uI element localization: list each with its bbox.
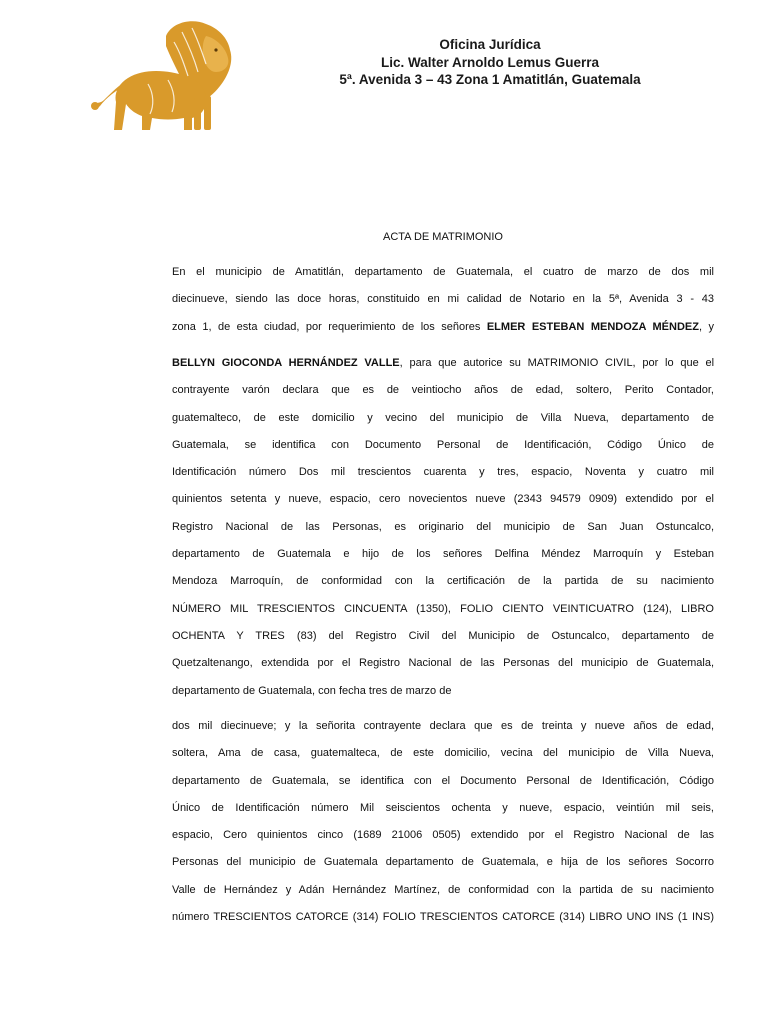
- text-line: BELLYN GIOCONDA HERNÁNDEZ VALLE, para que autorice su MATRIMONIO CIVIL, por lo que el: [172, 357, 715, 369]
- letterhead: [240, 36, 740, 89]
- text-line: Quetzaltenango, extendida por el Registro Nacional de las Personas del municipio de Guatemala,: [172, 657, 714, 670]
- text-line: Registro Nacional de las Personas, es originario del municipio de San Juan Ostuncalco,: [172, 520, 714, 533]
- lawyer-name: Lic. Walter Arnoldo Lemus Guerra: [380, 54, 600, 70]
- office-address: 5ª. Avenida 3 – 43 Zona 1 Amatitlán, Guatemala: [339, 72, 641, 87]
- lion-icon: [88, 18, 240, 136]
- text-line: número TRESCIENTOS CATORCE (314) FOLIO TRESCIENTOS CATORCE (314) LIBRO UNO INS (1 INS): [172, 911, 714, 924]
- text-line: OCHENTA Y TRES (83) del Registro Civil del Municipio de Ostuncalco, departamento de: [172, 629, 714, 642]
- paragraph-1: [172, 264, 714, 346]
- bride-name: BELLYN GIOCONDA HERNÁNDEZ VALLE: [172, 357, 400, 369]
- text-line: Personas del municipio de Guatemala departamento de Guatemala, e hija de los señores Socorro: [172, 856, 714, 869]
- text-line: En el municipio de Amatitlán, departamento de Guatemala, el cuatro de marzo de dos mil: [172, 266, 714, 278]
- text-line: Guatemala, se identifica con Documento Personal de Identificación, Código Único de: [172, 438, 714, 451]
- text-line: quinientos setenta y nueve, espacio, cero novecientos nueve (2343 94579 0909) extendido por el: [172, 493, 714, 506]
- text-line: departamento de Guatemala e hijo de los señores Delfina Méndez Marroquín y Esteban: [172, 548, 714, 561]
- text-line: zona 1, de esta ciudad, por requerimiento de los señores ELMER ESTEBAN MENDOZA MÉNDEZ, y: [172, 320, 714, 333]
- paragraph-3: [172, 718, 714, 936]
- text-line: guatemalteco, de este domicilio y vecino del municipio de Villa Nueva, departamento de: [172, 411, 714, 424]
- text-line: departamento de Guatemala, con fecha tres de marzo de: [172, 684, 452, 697]
- text-line: dos mil diecinueve; y la señorita contrayente declara que es de treinta y nueve años de edad,: [172, 720, 714, 732]
- text-line: Mendoza Marroquín, de conformidad con la certificación de la partida de su nacimiento: [172, 575, 714, 588]
- text-line: Valle de Hernández y Adán Hernández Martínez, de conformidad con la partida de su nacimiento: [172, 883, 714, 896]
- text-line: Identificación número Dos mil trescientos cuarenta y tres, espacio, Noventa y cuatro mil: [172, 466, 714, 479]
- text-line: NÚMERO MIL TRESCIENTOS CINCUENTA (1350), FOLIO CIENTO VEINTICUATRO (124), LIBRO: [172, 602, 714, 615]
- text-line: Único de Identificación número Mil seiscientos ochenta y nueve, espacio, veintiún mil seis,: [172, 801, 714, 814]
- text-line: contrayente varón declara que es de veintiocho años de edad, soltero, Perito Contador,: [172, 384, 714, 397]
- text-line: espacio, Cero quinientos cinco (1689 21006 0505) extendido por el Registro Nacional de las: [172, 829, 714, 842]
- groom-name: ELMER ESTEBAN MENDOZA MÉNDEZ: [486, 320, 699, 333]
- text-line: soltera, Ama de casa, guatemalteca, de este domicilio, vecina del municipio de Villa Nueva,: [172, 747, 714, 760]
- document-title: ACTA DE MATRIMONIO: [383, 231, 503, 243]
- text-line: diecinueve, siendo las doce horas, constituido en mi calidad de Notario en la 5ª, Avenida 3 - 43: [172, 293, 714, 306]
- paragraph-2: [172, 355, 714, 710]
- office-name: Oficina Jurídica: [439, 37, 541, 52]
- text-line: departamento de Guatemala, se identifica con el Documento Personal de Identificación, Código: [172, 774, 714, 787]
